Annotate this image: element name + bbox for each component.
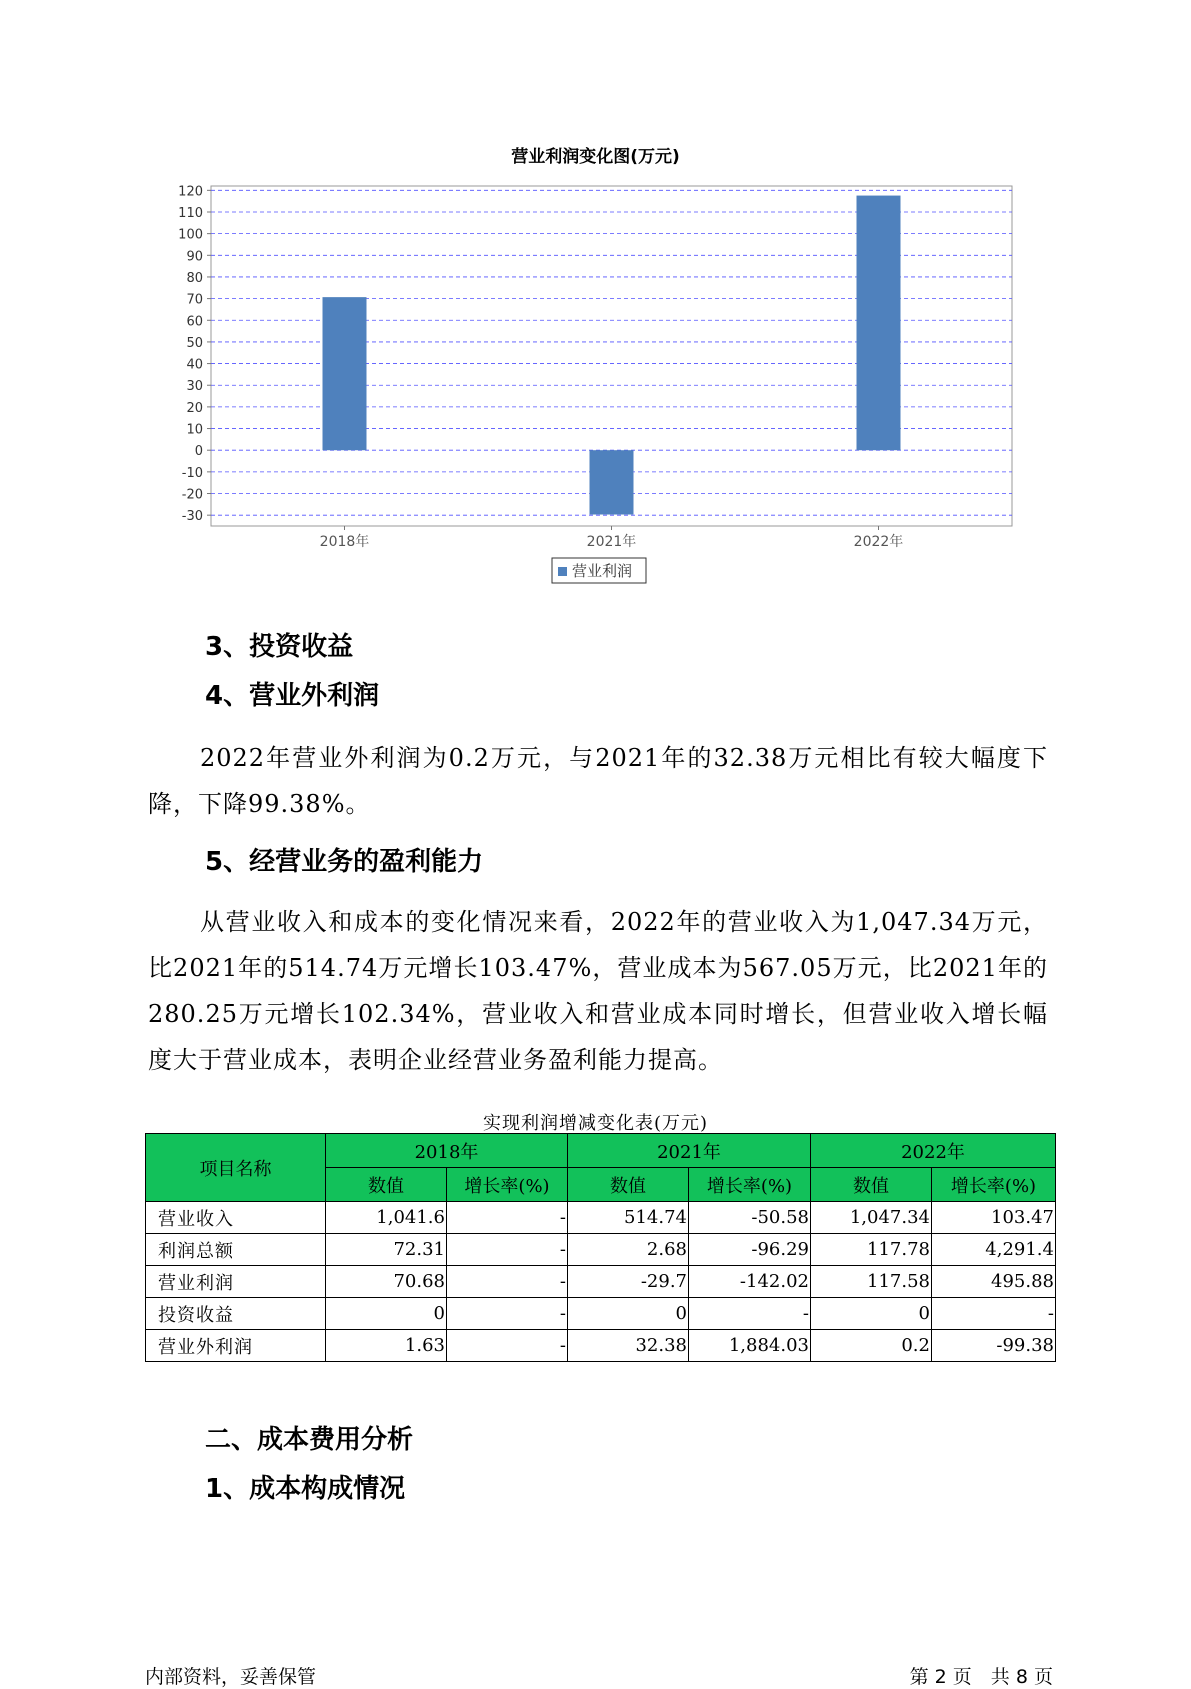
- footer-confidential: 内部资料，妥善保管: [145, 1666, 317, 1688]
- row-name: 利润总额: [146, 1234, 326, 1266]
- cell: 103.47: [932, 1202, 1056, 1234]
- table-row: [146, 1202, 1056, 1234]
- cell: -99.38: [932, 1330, 1056, 1362]
- page-suffix: 页: [1033, 1666, 1053, 1688]
- paragraph-profitability: 从营业收入和成本的变化情况来看，2022年的营业收入为1,047.34万元，比2021年的514.74万元增长103.47%，营业成本为567.05万元，比2021年的280.25万元增长102.34%，营业收入和营业成本同时增长，但营业收入增长幅度大于营业成本，表明企业经营业务盈利能力提高。: [148, 908, 1048, 1074]
- x-tick-label: 2018年: [319, 534, 370, 550]
- cell: -: [447, 1202, 568, 1234]
- profit-change-table: [145, 1133, 1056, 1362]
- y-tick-label: 40: [186, 357, 203, 373]
- cell: -: [689, 1298, 811, 1330]
- table-caption: 实现利润增减变化表(万元): [482, 1113, 709, 1134]
- cell: 1,884.03: [689, 1330, 811, 1362]
- y-tick-label: -30: [181, 509, 203, 525]
- operating-profit-chart: [0, 0, 1191, 600]
- cell: 117.78: [811, 1234, 932, 1266]
- page-current: 2: [934, 1666, 947, 1688]
- cell: 1,041.6: [326, 1202, 447, 1234]
- footer-page-number: [910, 1662, 1053, 1689]
- cell: -29.7: [568, 1266, 689, 1298]
- table-header-row: [146, 1134, 1056, 1168]
- cell: 0: [568, 1298, 689, 1330]
- header-year: 2018年: [326, 1134, 568, 1168]
- header-value: 数值: [326, 1168, 447, 1202]
- header-growth-rate: 增长率(%): [447, 1168, 568, 1202]
- cell: 0: [326, 1298, 447, 1330]
- y-tick-label: 60: [186, 314, 203, 330]
- y-tick-label: 80: [186, 270, 203, 286]
- bar: [590, 450, 634, 514]
- cell: -: [447, 1266, 568, 1298]
- y-tick-label: 20: [186, 400, 203, 416]
- cell: 0: [811, 1298, 932, 1330]
- cell: 4,291.4: [932, 1234, 1056, 1266]
- cell: 72.31: [326, 1234, 447, 1266]
- cell: 1.63: [326, 1330, 447, 1362]
- header-year: 2022年: [811, 1134, 1056, 1168]
- cell: -: [447, 1234, 568, 1266]
- page-total: 8: [1015, 1666, 1028, 1688]
- cell: -50.58: [689, 1202, 811, 1234]
- chart-title: 营业利润变化图(万元): [511, 147, 680, 167]
- paragraph-non-operating-profit: 2022年营业外利润为0.2万元，与2021年的32.38万元相比有较大幅度下降，下降99.38%。: [148, 744, 1048, 818]
- legend-label: 营业利润: [572, 562, 633, 580]
- y-tick-label: 30: [186, 379, 203, 395]
- row-name: 营业收入: [146, 1202, 326, 1234]
- cell: 495.88: [932, 1266, 1056, 1298]
- x-tick-label: 2022年: [853, 534, 904, 550]
- heading-non-operating-profit: 4、营业外利润: [205, 681, 380, 711]
- legend-swatch: [558, 567, 567, 576]
- y-tick-label: 90: [186, 249, 203, 265]
- row-name: 营业利润: [146, 1266, 326, 1298]
- cell: 1,047.34: [811, 1202, 932, 1234]
- y-tick-label: -10: [181, 465, 203, 481]
- y-tick-label: 10: [186, 422, 203, 438]
- cell: -: [447, 1298, 568, 1330]
- table-row: [146, 1298, 1056, 1330]
- heading-cost-structure: 1、成本构成情况: [205, 1474, 406, 1504]
- cell: -96.29: [689, 1234, 811, 1266]
- bar: [323, 297, 367, 450]
- table-row: [146, 1234, 1056, 1266]
- y-tick-label: 100: [178, 227, 203, 243]
- y-tick-label: 50: [186, 335, 203, 351]
- heading-profitability: 5、经营业务的盈利能力: [205, 847, 484, 877]
- table-row: [146, 1266, 1056, 1298]
- row-name: 投资收益: [146, 1298, 326, 1330]
- x-tick-label: 2021年: [586, 534, 637, 550]
- header-value: 数值: [811, 1168, 932, 1202]
- header-year: 2021年: [568, 1134, 811, 1168]
- heading-investment-income: 3、投资收益: [205, 632, 354, 662]
- y-tick-label: -20: [181, 487, 203, 503]
- row-name: 营业外利润: [146, 1330, 326, 1362]
- cell: -142.02: [689, 1266, 811, 1298]
- page-mid: 页 共: [952, 1666, 1010, 1688]
- table-row: [146, 1330, 1056, 1362]
- y-tick-label: 70: [186, 292, 203, 308]
- cell: -: [447, 1330, 568, 1362]
- header-growth-rate: 增长率(%): [932, 1168, 1056, 1202]
- cell: 514.74: [568, 1202, 689, 1234]
- cell: -: [932, 1298, 1056, 1330]
- heading-cost-analysis: 二、成本费用分析: [205, 1425, 414, 1455]
- y-tick-label: 110: [178, 205, 203, 221]
- cell: 70.68: [326, 1266, 447, 1298]
- page-prefix: 第: [909, 1666, 929, 1688]
- bar: [857, 196, 901, 451]
- cell: 32.38: [568, 1330, 689, 1362]
- header-value: 数值: [568, 1168, 689, 1202]
- cell: 2.68: [568, 1234, 689, 1266]
- cell: 117.58: [811, 1266, 932, 1298]
- header-item-name: 项目名称: [146, 1134, 326, 1202]
- y-tick-label: 0: [194, 444, 203, 460]
- cell: 0.2: [811, 1330, 932, 1362]
- header-growth-rate: 增长率(%): [689, 1168, 811, 1202]
- y-tick-label: 120: [178, 184, 203, 200]
